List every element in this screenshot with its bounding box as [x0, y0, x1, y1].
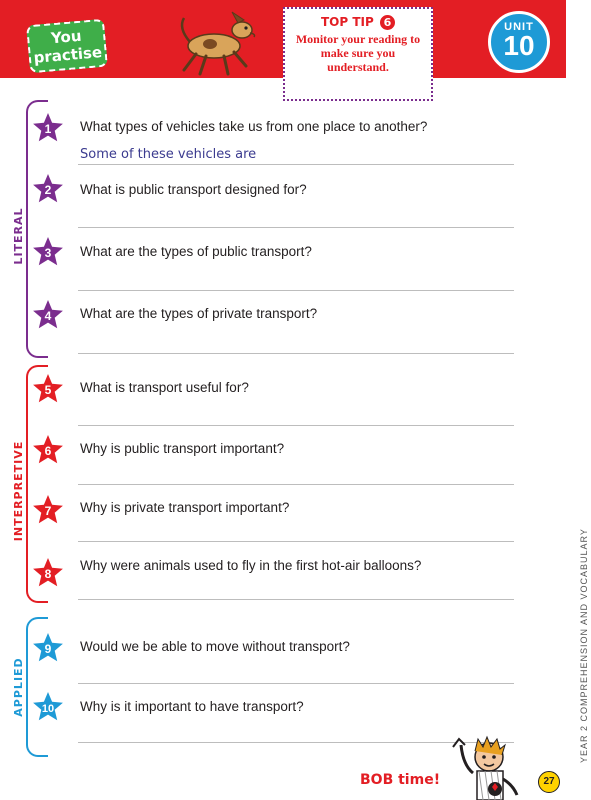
answer-line-3[interactable]	[78, 290, 514, 291]
question-number-7: 7	[44, 504, 52, 518]
bob-character-illustration	[445, 735, 523, 800]
page-number: 27	[538, 771, 560, 793]
question-star-4	[32, 299, 64, 331]
top-tip-text: Monitor your reading to make sure you understand.	[295, 32, 421, 74]
category-label-interpretive: INTERPRETIVE	[12, 440, 25, 542]
bob-time-label: BOB time!	[360, 772, 441, 788]
sample-answer: Some of these vehicles are	[80, 147, 257, 162]
question-number-5: 5	[44, 383, 52, 397]
answer-line-5[interactable]	[78, 425, 514, 426]
you-practise-badge	[26, 19, 108, 74]
question-text-9: Would we be able to move without transport?	[80, 639, 350, 654]
question-star-10	[32, 691, 64, 723]
question-number-1: 1	[44, 122, 52, 136]
question-number-2: 2	[44, 183, 52, 197]
answer-line-2[interactable]	[78, 227, 514, 228]
top-tip-title: TOP TIP	[321, 15, 374, 29]
answer-line-9[interactable]	[78, 683, 514, 684]
question-text-10: Why is it important to have transport?	[80, 699, 304, 714]
question-star-6	[32, 434, 64, 466]
question-number-10: 10	[41, 703, 55, 715]
question-text-3: What are the types of public transport?	[80, 244, 312, 259]
question-text-1: What types of vehicles take us from one place to another?	[80, 119, 428, 134]
question-text-4: What are the types of private transport?	[80, 306, 318, 321]
question-number-8: 8	[44, 567, 52, 581]
answer-line-1[interactable]	[78, 164, 514, 165]
category-label-applied: APPLIED	[12, 657, 25, 717]
top-tip-heading	[285, 15, 431, 30]
question-star-9	[32, 632, 64, 664]
unit-number: 10	[503, 30, 535, 61]
answer-line-4[interactable]	[78, 353, 514, 354]
answer-line-6[interactable]	[78, 484, 514, 485]
dog-illustration	[162, 6, 262, 78]
question-text-6: Why is public transport important?	[80, 441, 285, 456]
question-text-8: Why were animals used to fly in the first hot-air balloons?	[80, 558, 422, 573]
question-text-2: What is public transport designed for?	[80, 182, 307, 197]
top-tip-box	[283, 7, 433, 101]
question-number-9: 9	[44, 642, 52, 656]
question-text-7: Why is private transport important?	[80, 500, 290, 515]
answer-line-7[interactable]	[78, 541, 514, 542]
you-practise-label: You practise	[32, 26, 103, 67]
answer-line-8[interactable]	[78, 599, 514, 600]
unit-label: UNIT	[504, 21, 534, 33]
question-star-3	[32, 236, 64, 268]
top-tip-number: 6	[380, 15, 395, 30]
question-number-4: 4	[44, 309, 52, 323]
question-text-5: What is transport useful for?	[80, 380, 249, 395]
unit-badge	[488, 11, 550, 73]
question-number-6: 6	[44, 444, 52, 458]
question-star-8	[32, 557, 64, 589]
question-number-3: 3	[44, 246, 52, 260]
book-title-vertical: YEAR 2 COMPREHENSION AND VOCABULARY	[579, 528, 589, 763]
question-star-7	[32, 494, 64, 526]
question-star-5	[32, 373, 64, 405]
question-star-2	[32, 173, 64, 205]
category-label-literal: LITERAL	[12, 207, 25, 265]
question-star-1	[32, 112, 64, 144]
